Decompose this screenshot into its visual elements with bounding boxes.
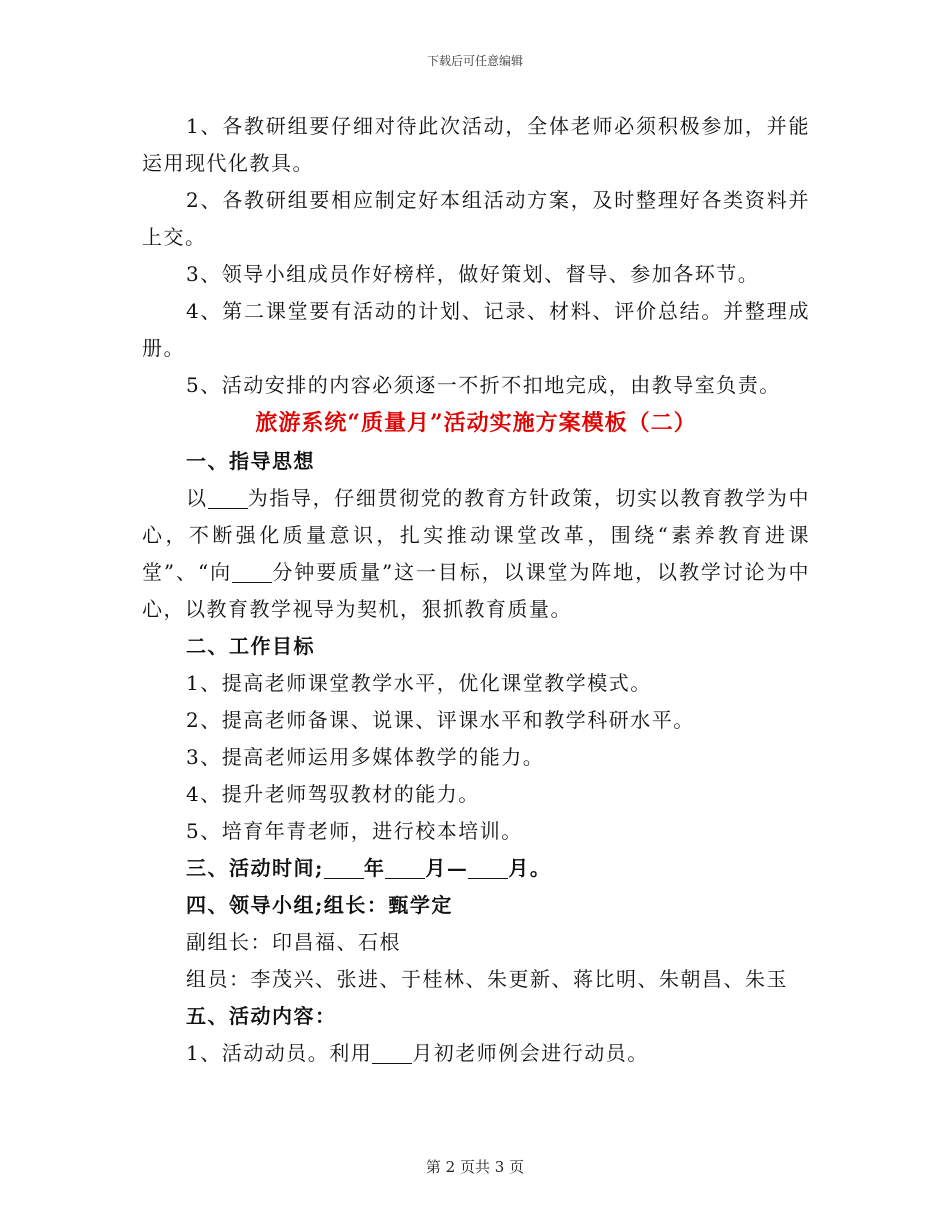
fill-blank xyxy=(468,858,508,879)
guiding-ideology-paragraph xyxy=(142,480,810,628)
goal-item-4: 4、提升老师驾驭教材的能力。 xyxy=(186,782,480,806)
goal-item-5: 5、培育年青老师，进行校本培训。 xyxy=(186,819,523,843)
month-label-b: 月。 xyxy=(508,856,552,880)
vice-leaders: 副组长：印昌福、石根 xyxy=(186,930,401,954)
month-label-a: 月— xyxy=(425,856,469,880)
content-item-1-b: 月初老师例会进行动员。 xyxy=(412,1041,649,1065)
activity-time-label: 三、活动时间; xyxy=(186,856,324,880)
guiding-text-a: 以 xyxy=(186,486,208,510)
requirement-item-4: 4、第二课堂要有活动的计划、记录、材料、评价总结。并整理成册。 xyxy=(142,299,810,360)
section-heading-work-goals: 二、工作目标 xyxy=(186,634,315,658)
page-header: 下载后可任意编辑 xyxy=(426,54,523,68)
fill-blank xyxy=(324,858,364,879)
section-heading-leadership: 四、领导小组;组长：甄学定 xyxy=(186,893,453,917)
section-heading-guiding-ideology: 一、指导思想 xyxy=(186,449,315,473)
goal-item-3: 3、提高老师运用多媒体教学的能力。 xyxy=(186,745,545,769)
fill-blank xyxy=(372,1043,412,1064)
requirement-item-5: 5、活动安排的内容必须逐一不折不扣地完成，由教导室负责。 xyxy=(186,373,781,397)
guiding-text-b: 为指导，仔细贯彻党的教育方针政策，切实以教育教学为中心，不断强化质量意识，扎实推动课堂改革，围绕“素养教育进课堂”、“向 xyxy=(142,486,811,584)
fill-blank xyxy=(385,858,425,879)
content-item-1-a: 1、活动动员。利用 xyxy=(186,1041,373,1065)
group-members: 组员：李茂兴、张进、于桂林、朱更新、蒋比明、朱朝昌、朱玉 xyxy=(186,967,788,991)
page-footer: 第 2 页共 3 页 xyxy=(425,1158,525,1176)
section-heading-activity-content: 五、活动内容： xyxy=(186,1004,337,1028)
requirement-item-2: 2、各教研组要相应制定好本组活动方案，及时整理好各类资料并上交。 xyxy=(142,188,810,249)
fill-blank xyxy=(208,488,248,509)
document-body xyxy=(142,108,810,1072)
year-label: 年 xyxy=(363,856,386,880)
document-title: 旅游系统“质量月”活动实施方案模板（二） xyxy=(255,410,697,436)
section-activity-time xyxy=(142,850,810,887)
content-item-1 xyxy=(142,1035,810,1072)
requirement-item-1: 1、各教研组要仔细对待此次活动，全体老师必须积极参加，并能运用现代化教具。 xyxy=(142,114,810,175)
goal-item-2: 2、提高老师备课、说课、评课水平和教学科研水平。 xyxy=(186,708,695,732)
requirement-item-3: 3、领导小组成员作好榜样，做好策划、督导、参加各环节。 xyxy=(186,262,760,286)
fill-blank xyxy=(232,562,272,583)
goal-item-1: 1、提高老师课堂教学水平，优化课堂教学模式。 xyxy=(186,671,652,695)
guiding-text-c: 分钟要质量”这一目标，以课堂为阵地，以教学讨论为中心，以教育教学视导为契机，狠抓教育质量。 xyxy=(142,560,811,621)
